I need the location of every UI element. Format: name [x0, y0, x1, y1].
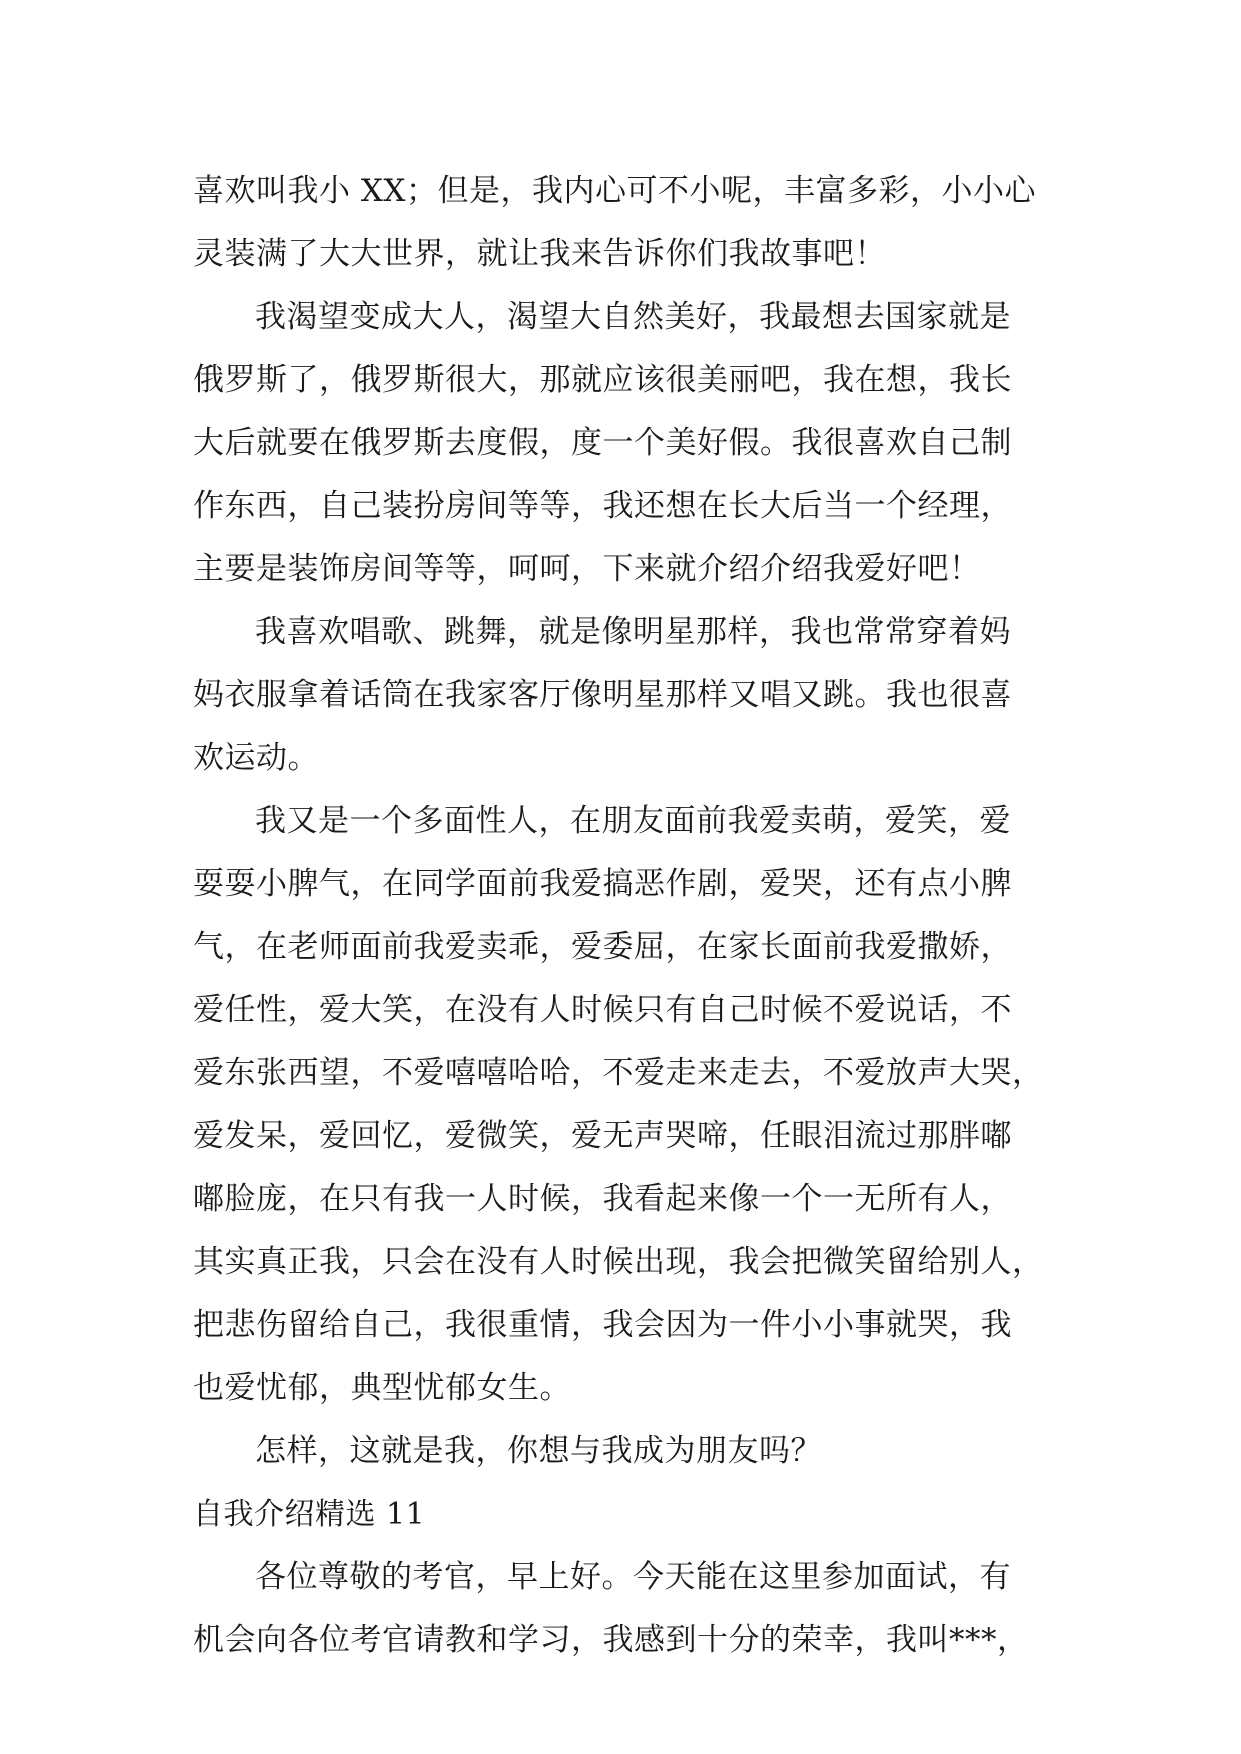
heading-text: 自我介绍精选 11 [193, 1497, 426, 1532]
text-line: 俄罗斯了，俄罗斯很大，那就应该很美丽吧，我在想，我长 [193, 362, 1012, 398]
text-line: 爱东张西望，不爱嘻嘻哈哈，不爱走来走去，不爱放声大哭， [193, 1055, 1044, 1091]
text-line: 各位尊敬的考官，早上好。今天能在这里参加面试，有 [255, 1559, 1011, 1595]
text-line: 爱任性，爱大笑，在没有人时候只有自己时候不爱说话，不 [193, 992, 1012, 1028]
text-line: 其实真正我，只会在没有人时候出现，我会把微笑留给别人， [193, 1244, 1044, 1280]
section-heading [193, 1483, 1073, 1546]
text-line: 我又是一个多面性人，在朋友面前我爱卖萌，爱笑，爱 [255, 803, 1011, 839]
paragraph-2 [193, 286, 1073, 601]
text-line: 我渴望变成大人，渴望大自然美好，我最想去国家就是 [255, 299, 1011, 335]
document-body [193, 160, 1073, 1672]
text-line: 气，在老师面前我爱卖乖，爱委屈，在家长面前我爱撒娇， [193, 929, 1012, 965]
text-line: 主要是装饰房间等等，呵呵，下来就介绍介绍我爱好吧！ [193, 551, 981, 587]
paragraph-5 [193, 1420, 1073, 1483]
text-line: 欢运动。 [193, 740, 319, 776]
paragraph-6 [193, 1546, 1073, 1672]
text-line: 爱发呆，爱回忆，爱微笑，爱无声哭啼，任眼泪流过那胖嘟 [193, 1118, 1012, 1154]
text-line: 也爱忧郁，典型忧郁女生。 [193, 1370, 571, 1406]
text-line: 机会向各位考官请教和学习，我感到十分的荣幸，我叫***， [193, 1622, 1029, 1658]
text-line: 大后就要在俄罗斯去度假，度一个美好假。我很喜欢自己制 [193, 425, 1012, 461]
text-line: 作东西，自己装扮房间等等，我还想在长大后当一个经理， [193, 488, 1012, 524]
paragraph-3 [193, 601, 1073, 790]
text-line: 妈衣服拿着话筒在我家客厅像明星那样又唱又跳。我也很喜 [193, 677, 1012, 713]
text-line: 灵装满了大大世界，就让我来告诉你们我故事吧！ [193, 236, 886, 272]
text-line: 我喜欢唱歌、跳舞，就是像明星那样，我也常常穿着妈 [255, 614, 1011, 650]
text-line: 耍耍小脾气，在同学面前我爱搞恶作剧，爱哭，还有点小脾 [193, 866, 1012, 902]
text-line: 嘟脸庞，在只有我一人时候，我看起来像一个一无所有人， [193, 1181, 1012, 1217]
paragraph-1 [193, 160, 1073, 286]
text-line: 喜欢叫我小 XX；但是，我内心可不小呢，丰富多彩，小小心 [193, 173, 1036, 209]
paragraph-4 [193, 790, 1073, 1420]
text-line: 把悲伤留给自己，我很重情，我会因为一件小小事就哭，我 [193, 1307, 1012, 1343]
text-line: 怎样，这就是我，你想与我成为朋友吗？ [255, 1433, 822, 1469]
